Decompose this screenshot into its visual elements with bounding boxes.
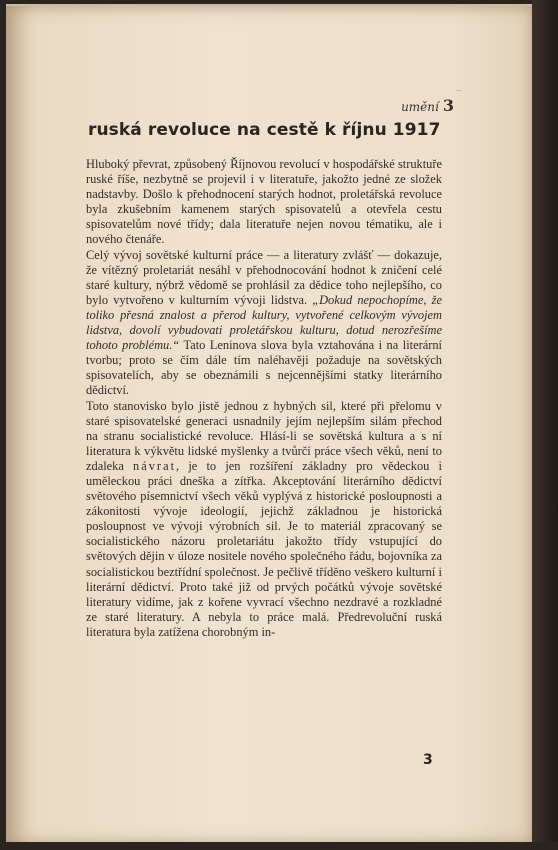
book-edge [532, 0, 558, 850]
paragraph-2-text: Celý vývoj sovětské kulturní práce — a literatury zvlášť — dokazuje, že vítězný proletariát nesáhl v přehodnocování hodnot k zničení celé staré kultury, nýbrž vědomě se prohlásil za dědice toho nejlepšího, co bylo vytvořeno v kulturním vývoji lidstva. [86, 247, 442, 307]
section-label: umění [401, 100, 439, 114]
paragraph-2 [86, 248, 442, 399]
article-body [86, 157, 442, 640]
chapter-title: ruská revoluce na cestě k říjnu 1917 [88, 120, 441, 140]
pencil-mark: ~ [455, 86, 462, 95]
bottom-edge [0, 842, 558, 850]
paragraph-2-tail: Tato Leninova slova byla vztahována i na literární tvorbu; proto se čím dále tím naléhavěji požaduje na sovětských spisovatelích, aby se obeznámili s nejcennějšími statky literárního dědictví. [86, 338, 442, 398]
paragraph-3-text: Toto stanovisko bylo jistě jednou z hybných sil, které při přelomu v staré spisovatelské generaci usnadnily jejím nejlepším silám přechod na stranu socialistické revoluce. Hlásí-li se sovětská kultura a s ní literatura k výkvětu lidské myšlenky a tvůrčí práce všech věků, není to zdaleka [86, 398, 442, 473]
paragraph-1 [86, 157, 442, 248]
paragraph-3 [86, 399, 442, 641]
paragraph-3-tail: , je to jen rozšíření základny pro vědeckou i uměleckou práci dneška a zítřka. Akceptování literárního dědictví světového písemnictví všech věků vyplývá z historické posloupnosti a zákonitosti vývoje ideologií, jejichž základnou je historická posloupnost ve vývoji výrobních sil. Je to materiál zpracovaný se socialistického názoru proletariátu jakožto třídy vstupující do světových dějin v úloze nositele nového společného řádu, bojovníka za socialistickou beztřídní společnost. Je pečlivě tříděno veškero kulturní i literární dědictví. Proto také již od prvých počátků vývoje sovětské literatury vidíme, jak z kořene vyvrací všechno nezdravé a rozkladné ze staré literatury. A nebyla to práce malá. Předrevoluční ruská literatura byla zatížena chorobným in- [86, 458, 442, 639]
footer-page-number: 3 [423, 752, 433, 768]
running-header [401, 96, 454, 115]
spaced-word: návrat [133, 458, 177, 473]
lenin-quote: „Dokud nepochopíme, že toliko přesná znalost a přerod kultury, vytvořené celkovým vývojem lidstva, dovolí vybudovati proletářskou kulturu, dotud nerozřešíme tohoto problému.“ [86, 292, 442, 353]
paragraph-1-text: Hluboký převrat, způsobený Říjnovou revolucí v hospodářské struktuře ruské říše, nezbytně se projevil i v literatuře, jakožto jedné ze složek nadstavby. Došlo k přehodnocení starých hodnot, proletářská revoluce byla zkušebním kamenem starých spisovatelů a otevřela cestu spisovatelům nové třídy; dala literatuře nejen novou tématiku, ale i nového čtenáře. [86, 157, 442, 247]
header-page-number: 3 [442, 96, 454, 115]
